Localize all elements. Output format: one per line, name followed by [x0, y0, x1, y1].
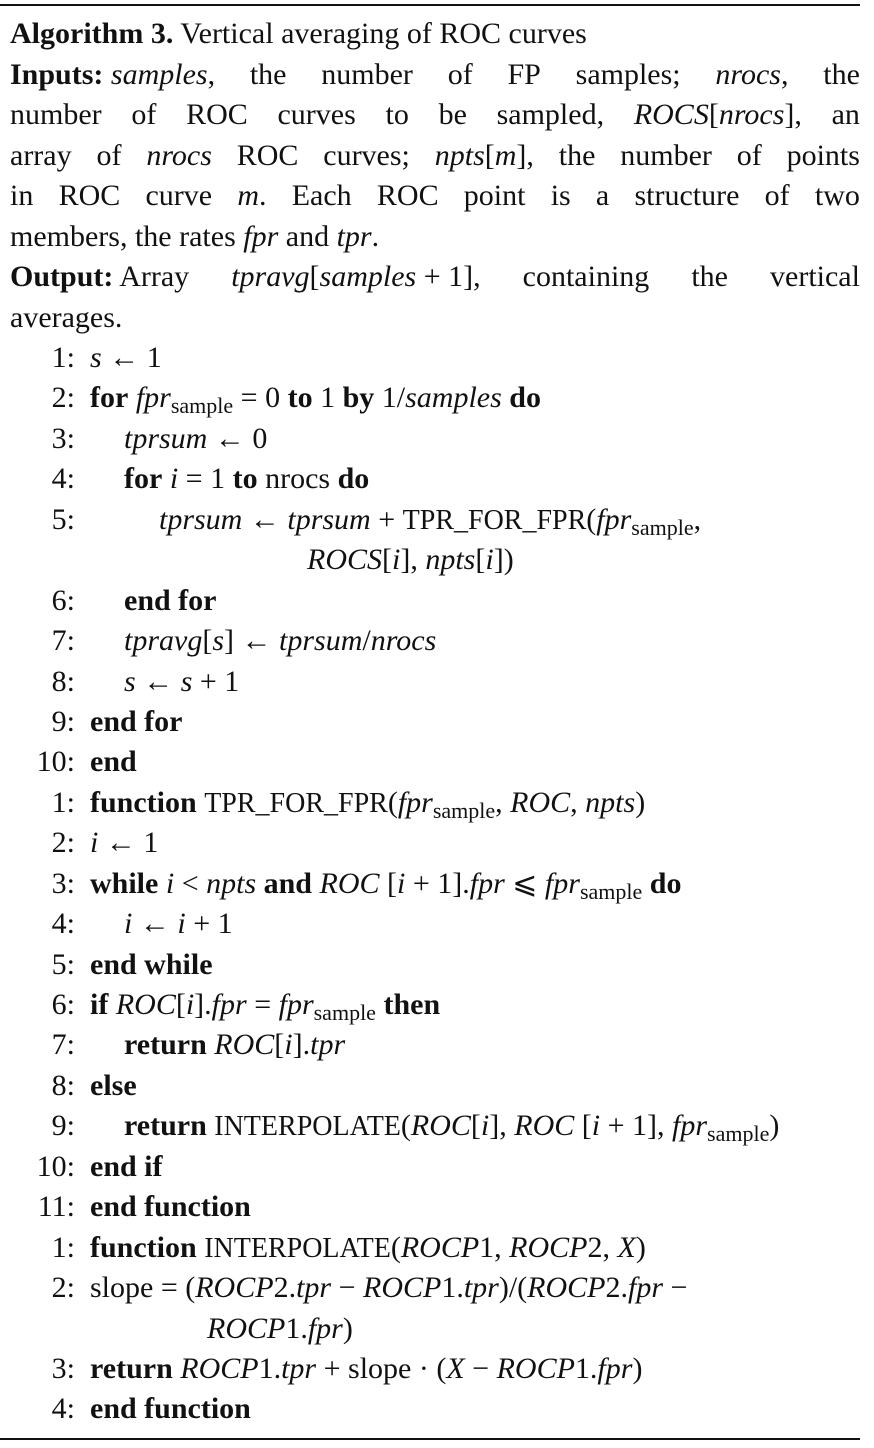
line-number: 2:: [51, 381, 75, 415]
bottom-rule: [0, 1438, 860, 1440]
line-number: 10:: [36, 1149, 75, 1183]
line-number: 9:: [51, 704, 75, 738]
algo-line: 4: for i = 1 to nrocs do: [0, 459, 860, 499]
line-number: 3:: [51, 421, 75, 455]
line-number: 4:: [51, 907, 75, 941]
algo-line: 10: end: [0, 742, 860, 782]
inputs-line-5: members, the rates fpr and tpr.: [10, 219, 380, 253]
algo-line: 11: end function: [0, 1187, 860, 1227]
algorithm-lines: [0, 338, 860, 1430]
line-number: 1:: [51, 785, 75, 819]
line-number: 3:: [51, 1351, 75, 1385]
algo-line: 1: s ← 1: [0, 338, 860, 378]
algo-line: 6: end for: [0, 581, 860, 621]
line-number: 1:: [51, 341, 75, 374]
algo-line-continuation: ROCP1.fpr): [207, 1311, 353, 1345]
algo-line: 5: tprsum ← tprsum + TPR_FOR_FPR(fpr$_{sample}$,: [0, 500, 860, 540]
algorithm-header: [10, 14, 860, 338]
algo-line: 7: tpravg[s] ← tprsum/nrocs: [0, 621, 860, 661]
algo-line: 10: end if: [0, 1147, 860, 1187]
inputs-label: Inputs:: [10, 57, 104, 91]
algo-line: 6: if ROC[i].fpr = fpr$_{sample}$ then: [0, 985, 860, 1025]
algo-line: 7: return ROC[i].tpr: [0, 1025, 860, 1065]
algo-line: 4: i ← i + 1: [0, 904, 860, 944]
algo-line: 3: tprsum ← 0: [0, 419, 860, 459]
inputs-line-2: number of ROC curves to be sampled, ROCS[nrocs], an: [10, 98, 860, 131]
line-number: 4:: [51, 1392, 75, 1426]
algorithm-title: [10, 14, 860, 55]
output-label: Output:: [10, 260, 114, 293]
algo-line: 1: function TPR_FOR_FPR(fpr$_{sample}$, ROC, npts): [0, 783, 860, 823]
line-number: 2:: [51, 826, 75, 860]
line-number: 1:: [51, 1230, 75, 1264]
line-number: 6:: [51, 583, 75, 617]
inputs-line-1: Inputs: samples, the number of FP samples; nrocs, the: [10, 57, 860, 91]
line-number: 11:: [37, 1190, 75, 1224]
algorithm-title-number: Algorithm 3.: [10, 17, 174, 50]
line-number: 3:: [51, 866, 75, 900]
algo-line: 5: end while: [0, 945, 860, 985]
algo-line: 4: end function: [0, 1389, 860, 1429]
algo-line: 8: s ← s + 1: [0, 662, 860, 702]
line-number: 8:: [51, 664, 75, 698]
line-number: 6:: [51, 988, 75, 1021]
line-number: 7:: [51, 624, 75, 658]
algorithm-title-text: Vertical averaging of ROC curves: [173, 17, 587, 50]
top-rule: [0, 4, 860, 6]
algo-line: 2: i ← 1: [0, 823, 860, 863]
line-number: 4:: [51, 462, 75, 496]
algo-line: 2: slope = (ROCP2.tpr − ROCP1.tpr)/(ROCP2.fpr −: [0, 1268, 860, 1308]
algo-line: 9: return INTERPOLATE(ROC[i], ROC [i + 1], fpr$_{sample}$): [0, 1106, 860, 1146]
algo-line: 3: while i < npts and ROC [i + 1].fpr ⩽ fpr$_{sample}$ do: [0, 864, 860, 904]
line-number: 9:: [51, 1109, 75, 1143]
line-number: 7:: [51, 1028, 75, 1062]
inputs-line-3: array of nrocs ROC curves; npts[m], the number of points: [10, 138, 860, 172]
algo-line-continuation: ROCS[i], npts[i]): [307, 543, 514, 577]
output-line-1: Output: Array tpravg[samples + 1], containing the vertical: [10, 260, 860, 293]
output-line-2: averages.: [10, 300, 123, 334]
inputs-line-4: in ROC curve m. Each ROC point is a structure of two: [10, 179, 860, 212]
algo-line: 2: for fpr$_{sample}$ = 0 to 1 by 1/samples do: [0, 378, 860, 418]
line-number: 10:: [36, 745, 75, 779]
line-number: 5:: [51, 502, 75, 536]
algo-line: 9: end for: [0, 702, 860, 742]
algo-line: 8: else: [0, 1066, 860, 1106]
line-number: 8:: [51, 1068, 75, 1102]
line-number: 5:: [51, 947, 75, 981]
algo-line: 1: function INTERPOLATE(ROCP1, ROCP2, X): [0, 1228, 860, 1268]
line-number: 2:: [51, 1271, 75, 1305]
algo-line: 3: return ROCP1.tpr + slope · (X − ROCP1.fpr): [0, 1349, 860, 1389]
